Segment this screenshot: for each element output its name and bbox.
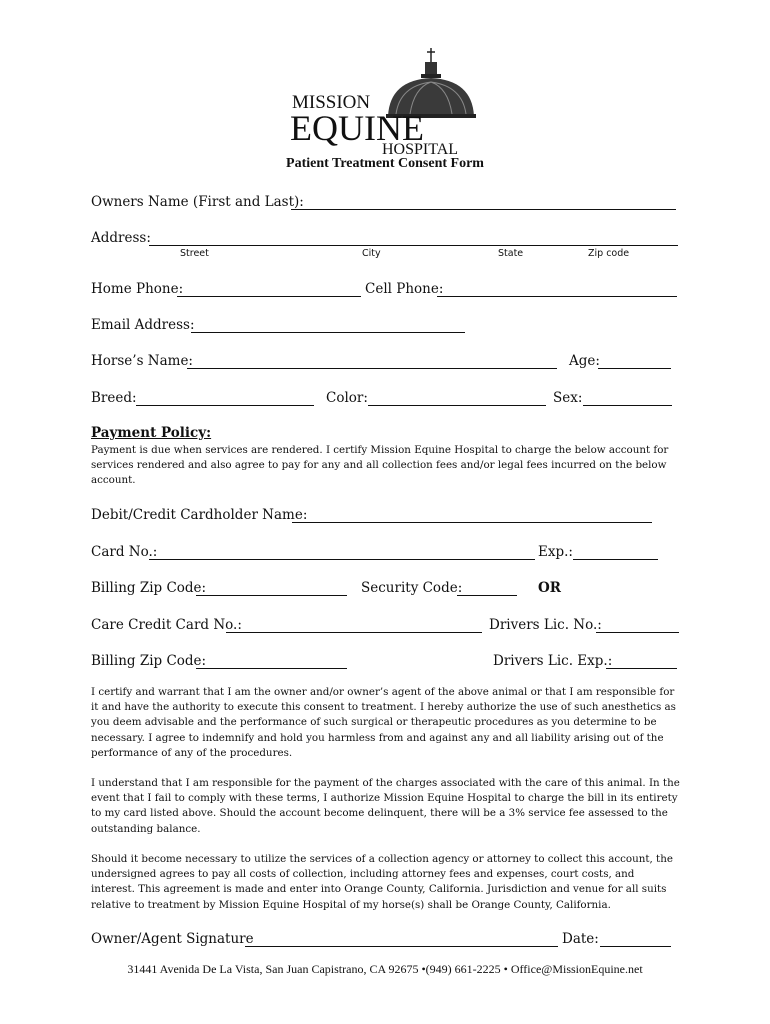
email-field[interactable] — [191, 332, 465, 333]
collection-paragraph: Should it become necessary to utilize the services of a collection agency or attorney to collect this account, the undersigned agrees to pay all costs of collection, including attorney fees and expenses, court costs, and interest. This agreement is made and enter into Orange County, California. Jurisdiction and venue for all suits relative to treatment by Mission Equine Hospital of my horse(s) shall be Orange County, California. — [91, 853, 673, 911]
home-phone-label: Home Phone: — [91, 281, 184, 297]
address-label: Address: — [91, 230, 151, 246]
cell-phone-field[interactable] — [437, 296, 677, 297]
email-row — [91, 317, 679, 337]
billing-zip2-row — [91, 653, 679, 673]
payment-policy-text: Payment is due when services are rendered. I certify Mission Equine Hospital to charge the below account for services rendered and also agree to pay for any and all collection fees and/or legal fees incurred on the below account. — [91, 444, 669, 487]
owner-name-label: Owners Name (First and Last): — [91, 194, 304, 210]
age-label: Age: — [569, 353, 600, 369]
date-field[interactable] — [600, 946, 671, 947]
billing-zip-label: Billing Zip Code: — [91, 580, 207, 596]
dome-icon — [290, 44, 490, 156]
signature-field[interactable] — [245, 946, 558, 947]
exp-label: Exp.: — [538, 544, 573, 560]
home-phone-field[interactable] — [177, 296, 361, 297]
hospital-logo — [290, 44, 490, 156]
email-label: Email Address: — [91, 317, 195, 333]
breed-row — [91, 390, 679, 410]
cardholder-row — [91, 507, 679, 527]
drivers-lic-label: Drivers Lic. No.: — [489, 617, 602, 633]
cell-phone-label: Cell Phone: — [365, 281, 444, 297]
payment-policy-heading: Payment Policy: — [91, 425, 212, 441]
address-state-caption: State — [498, 248, 524, 259]
horse-name-row — [91, 353, 679, 373]
billing-zip2-label: Billing Zip Code: — [91, 653, 207, 669]
age-field[interactable] — [598, 368, 671, 369]
logo-line-mission: MISSION — [292, 92, 371, 113]
color-field[interactable] — [368, 405, 546, 406]
card-number-field[interactable] — [149, 559, 535, 560]
address-zip-caption: Zip code — [588, 248, 630, 259]
drivers-exp-label: Drivers Lic. Exp.: — [493, 653, 613, 669]
consent-paragraph: I certify and warrant that I am the owner and/or owner’s agent of the above animal or that I am responsible for it and have the authority to execute this consent to treatment. I hereby authorize the use of such anesthetics as you deem advisable and the performance of such surgical or therapeutic procedures as you determine to be necessary. I agree to indemnify and hold you harmless from and against any and all liability arising out of the performance of any of the procedures. — [91, 686, 676, 759]
footer-contact: 31441 Avenida De La Vista, San Juan Capistrano, CA 92675 •(949) 661-2225 • Office@MissionEquine.net — [127, 962, 643, 976]
cardholder-label: Debit/Credit Cardholder Name: — [91, 507, 308, 523]
breed-label: Breed: — [91, 390, 137, 406]
color-label: Color: — [326, 390, 368, 406]
payment-responsibility-paragraph: I understand that I am responsible for the payment of the charges associated with the care of this animal. In the event that I fail to comply with these terms, I authorize Mission Equine Hospital to charge the bill in its entirety to my card listed above. Should the account become delinquent, there will be a 3% service fee assessed to the outstanding balance. — [91, 777, 680, 835]
security-code-label: Security Code: — [361, 580, 463, 596]
address-row — [91, 230, 679, 259]
address-field[interactable] — [149, 245, 678, 246]
security-code-field[interactable] — [457, 595, 517, 596]
billing-zip2-field[interactable] — [196, 668, 347, 669]
logo-line-equine: EQUINE — [290, 108, 424, 148]
care-credit-row — [91, 617, 679, 637]
horse-name-field[interactable] — [187, 368, 557, 369]
signature-label: Owner/Agent Signature — [91, 931, 254, 947]
sex-field[interactable] — [583, 405, 672, 406]
billing-zip-row — [91, 580, 679, 600]
logo-line-hospital: HOSPITAL — [382, 141, 459, 156]
drivers-exp-field[interactable] — [606, 668, 677, 669]
date-label: Date: — [562, 931, 599, 947]
owner-name-field[interactable] — [291, 209, 676, 210]
care-credit-field[interactable] — [226, 632, 482, 633]
drivers-lic-field[interactable] — [596, 632, 679, 633]
card-number-label: Card No.: — [91, 544, 158, 560]
phone-row — [91, 281, 679, 301]
sex-label: Sex: — [553, 390, 583, 406]
care-credit-label: Care Credit Card No.: — [91, 617, 242, 633]
signature-row — [91, 931, 679, 951]
breed-field[interactable] — [136, 405, 314, 406]
cardholder-field[interactable] — [292, 522, 652, 523]
address-city-caption: City — [362, 248, 381, 259]
horse-name-label: Horse’s Name: — [91, 353, 193, 369]
exp-field[interactable] — [573, 559, 658, 560]
billing-zip-field[interactable] — [196, 595, 347, 596]
owner-name-row — [91, 194, 679, 214]
address-street-caption: Street — [180, 248, 209, 259]
card-number-row — [91, 544, 679, 564]
or-label: OR — [538, 580, 561, 596]
form-title: Patient Treatment Consent Form — [286, 156, 484, 171]
